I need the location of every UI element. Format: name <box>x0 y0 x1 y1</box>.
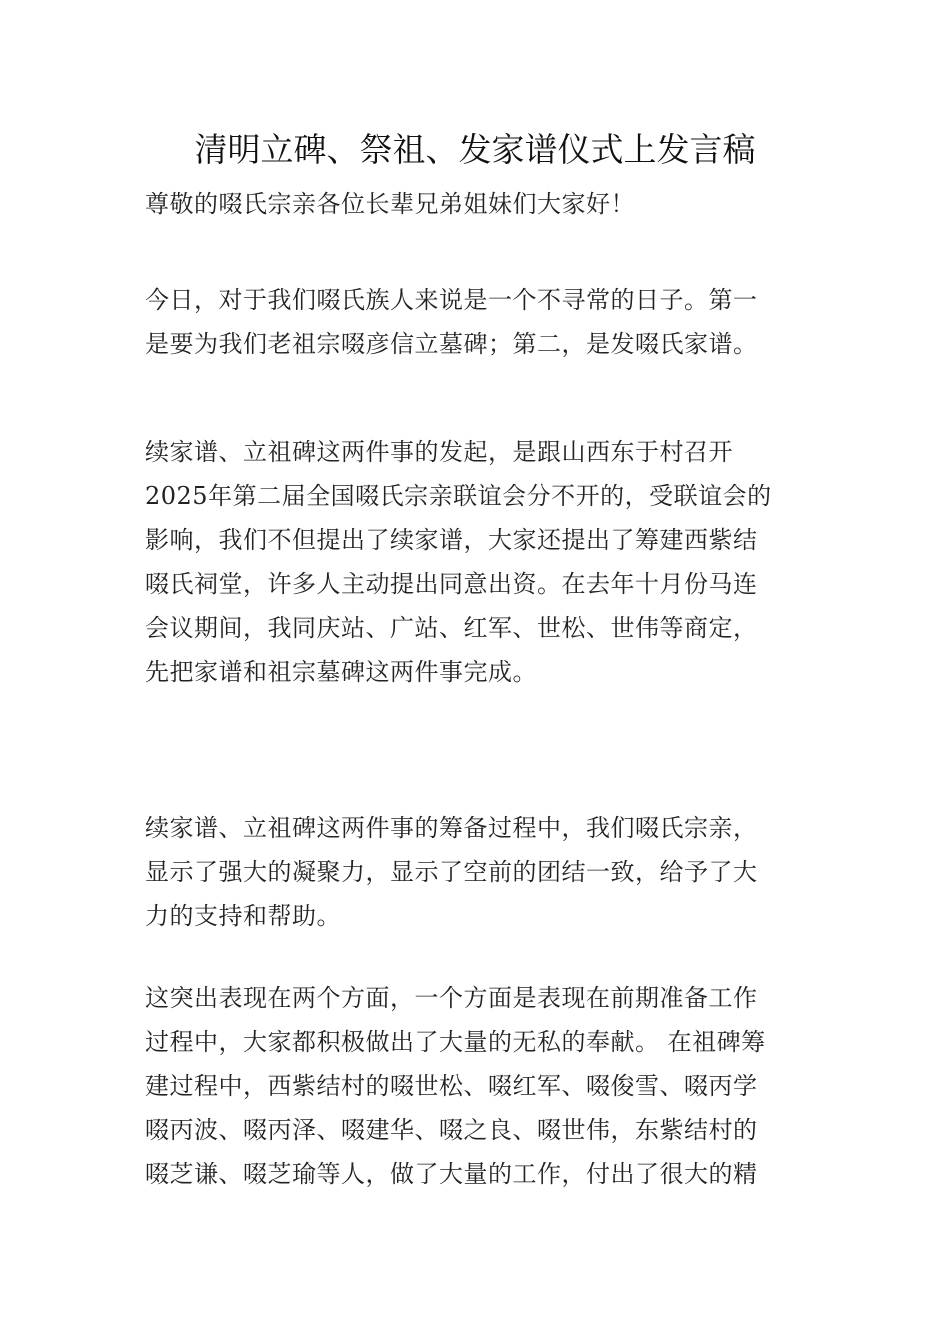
paragraph-line: 今日，对于我们啜氏族人来说是一个不寻常的日子。第一 <box>145 286 758 314</box>
paragraph-2 <box>145 430 811 694</box>
paragraph-line: 是要为我们老祖宗啜彦信立墓碑；第二，是发啜氏家谱。 <box>145 330 758 358</box>
paragraph-line: 这突出表现在两个方面，一个方面是表现在前期准备工作 <box>145 984 758 1012</box>
paragraph-line: 啜氏祠堂，许多人主动提出同意出资。在去年十月份马连 <box>145 570 758 598</box>
paragraph-line: 建过程中，西紫结村的啜世松、啜红军、啜俊雪、啜丙学 <box>145 1072 758 1100</box>
greeting-text <box>145 182 811 226</box>
greeting-line: 尊敬的啜氏宗亲各位长辈兄弟姐妹们大家好！ <box>145 190 635 218</box>
document-title: 清明立碑、祭祖、发家谱仪式上发言稿 <box>194 130 756 169</box>
paragraph-line: 过程中，大家都积极做出了大量的无私的奉献。 在祖碑筹 <box>145 1028 766 1056</box>
paragraph-line: 2025年第二届全国啜氏宗亲联谊会分不开的，受联谊会的 <box>145 482 772 510</box>
paragraph-line: 啜芝谦、啜芝瑜等人，做了大量的工作，付出了很大的精 <box>145 1160 758 1188</box>
paragraph-1 <box>145 278 811 366</box>
paragraph-line: 先把家谱和祖宗墓碑这两件事完成。 <box>145 658 537 686</box>
paragraph-line: 续家谱、立祖碑这两件事的发起，是跟山西东于村召开 <box>145 438 733 466</box>
paragraph-line: 力的支持和帮助。 <box>145 902 341 930</box>
paragraph-line: 啜丙波、啜丙泽、啜建华、啜之良、啜世伟，东紫结村的 <box>145 1116 758 1144</box>
paragraph-line: 续家谱、立祖碑这两件事的筹备过程中，我们啜氏宗亲， <box>145 814 758 842</box>
paragraph-4 <box>145 976 811 1196</box>
paragraph-line: 会议期间，我同庆站、广站、红军、世松、世伟等商定， <box>145 614 758 642</box>
paragraph-line: 显示了强大的凝聚力，显示了空前的团结一致，给予了大 <box>145 858 758 886</box>
paragraph-line: 影响，我们不但提出了续家谱，大家还提出了筹建西紫结 <box>145 526 758 554</box>
paragraph-3 <box>145 806 811 938</box>
